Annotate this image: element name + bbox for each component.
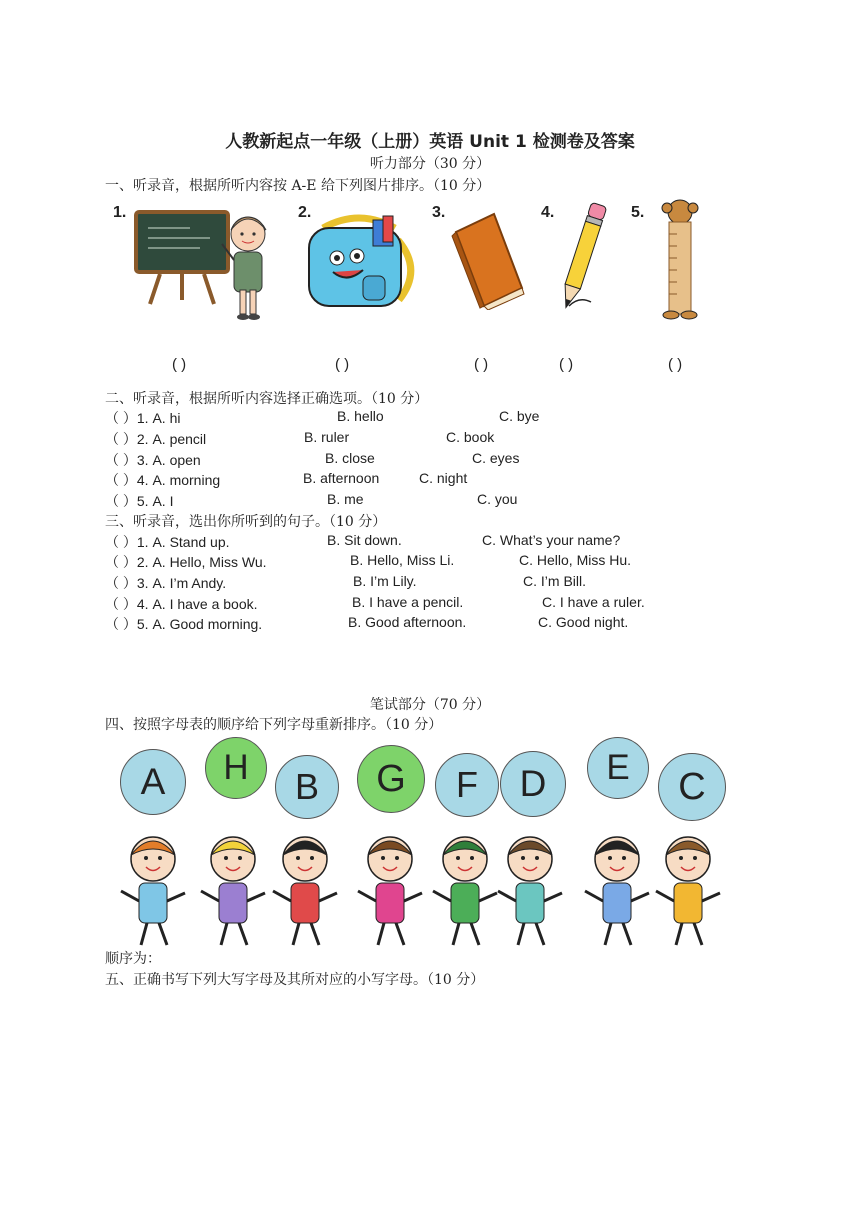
child-figure xyxy=(358,837,422,945)
letter-bubble-f: F xyxy=(435,753,499,817)
option-c: C. Hello, Miss Hu. xyxy=(519,552,632,568)
child-figure xyxy=(585,837,649,945)
child-figure xyxy=(656,837,720,945)
child-figure xyxy=(498,837,562,945)
option-b: B. Sit down. xyxy=(327,532,402,548)
teacher-blackboard-icon xyxy=(130,200,275,328)
letter-bubble-d: D xyxy=(500,751,566,817)
question-stem: （ ）1. A. Stand up. xyxy=(105,534,230,550)
picture-number-2: 2. xyxy=(298,204,312,221)
page-title: 人教新起点一年级（上册）英语 Unit 1 检测卷及答案 xyxy=(225,132,635,152)
part5-heading: 五、正确书写下列大写字母及其所对应的小写字母。（10 分） xyxy=(105,972,485,988)
letter-bubble-b: B xyxy=(275,755,339,819)
part4-heading: 四、按照字母表的顺序给下列字母重新排序。（10 分） xyxy=(105,717,443,733)
picture-number-5: 5. xyxy=(631,204,645,221)
question-stem: （ ）3. A. open xyxy=(105,452,201,468)
ruler-icon xyxy=(653,198,707,322)
option-c: C. night xyxy=(419,470,468,486)
children-icon xyxy=(105,735,735,950)
option-b: B. I have a pencil. xyxy=(352,594,464,610)
option-c: C. I have a ruler. xyxy=(542,594,645,610)
picture-number-3: 3. xyxy=(432,204,446,221)
option-c: C. bye xyxy=(499,408,540,424)
picture-number-4: 4. xyxy=(541,204,555,221)
option-b: B. Good afternoon. xyxy=(348,614,467,630)
answer-paren-5[interactable]: ( ) xyxy=(668,356,683,373)
letter-bubble-h: H xyxy=(205,737,267,799)
option-b: B. I’m Lily. xyxy=(353,573,417,589)
listening-header: 听力部分（30 分） xyxy=(369,156,491,172)
child-figure xyxy=(433,837,497,945)
writing-header: 笔试部分（70 分） xyxy=(369,697,491,713)
question-stem: （ ）2. A. Hello, Miss Wu. xyxy=(105,554,267,570)
letter-kids-illustration xyxy=(105,735,735,950)
question-stem: （ ）3. A. I’m Andy. xyxy=(105,575,227,591)
question-stem: （ ）1. A. hi xyxy=(105,410,181,426)
answer-paren-4[interactable]: ( ) xyxy=(559,356,574,373)
answer-paren-3[interactable]: ( ) xyxy=(474,356,489,373)
question-stem: （ ）5. A. Good morning. xyxy=(105,616,263,632)
question-stem: （ ）2. A. pencil xyxy=(105,431,207,447)
child-figure xyxy=(121,837,185,945)
letter-bubble-g: G xyxy=(357,745,425,813)
book-icon xyxy=(450,210,530,310)
letter-bubble-a: A xyxy=(120,749,186,815)
option-b: B. afternoon xyxy=(303,470,380,486)
option-c: C. eyes xyxy=(472,450,520,466)
option-c: C. I’m Bill. xyxy=(523,573,586,589)
child-figure xyxy=(273,837,337,945)
option-c: C. Good night. xyxy=(538,614,629,630)
part1-heading: 一、听录音，根据所听内容按 A-E 给下列图片排序。（10 分） xyxy=(105,178,491,194)
option-b: B. hello xyxy=(337,408,384,424)
option-c: C. you xyxy=(477,491,518,507)
picture-row xyxy=(105,198,745,333)
letter-bubble-e: E xyxy=(587,737,649,799)
option-b: B. Hello, Miss Li. xyxy=(350,552,455,568)
part3-heading: 三、听录音，选出你所听到的句子。（10 分） xyxy=(105,514,387,530)
option-b: B. close xyxy=(325,450,375,466)
option-b: B. me xyxy=(327,491,364,507)
order-label: 顺序为： xyxy=(105,951,161,967)
question-stem: （ ）5. A. I xyxy=(105,493,174,509)
answer-paren-2[interactable]: ( ) xyxy=(335,356,350,373)
pencil-icon xyxy=(557,198,607,318)
question-stem: （ ）4. A. morning xyxy=(105,472,221,488)
option-c: C. book xyxy=(446,429,495,445)
child-figure xyxy=(201,837,265,945)
part2-heading: 二、听录音，根据所听内容选择正确选项。（10 分） xyxy=(105,391,429,407)
option-c: C. What’s your name? xyxy=(482,532,621,548)
schoolbag-icon xyxy=(303,210,421,312)
letter-bubble-c: C xyxy=(658,753,726,821)
picture-number-1: 1. xyxy=(113,204,127,221)
question-stem: （ ）4. A. I have a book. xyxy=(105,596,258,612)
answer-paren-1[interactable]: ( ) xyxy=(172,356,187,373)
option-b: B. ruler xyxy=(304,429,350,445)
